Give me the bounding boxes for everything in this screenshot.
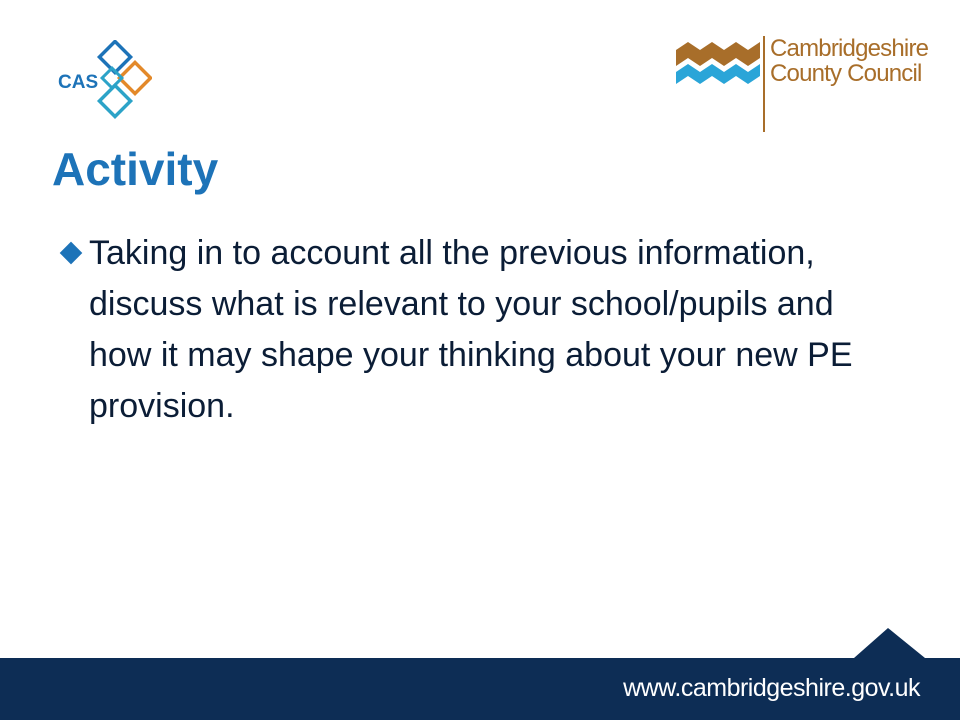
council-name-line1: Cambridgeshire xyxy=(770,35,929,62)
cas-logo xyxy=(52,40,152,130)
council-logo-divider xyxy=(763,36,765,132)
slide-title: Activity xyxy=(52,143,219,195)
cas-logo-text: CAS xyxy=(58,72,99,93)
council-name-line2: County Council xyxy=(770,60,922,87)
council-name xyxy=(770,36,934,86)
footer-url: www.cambridgeshire.gov.uk xyxy=(623,674,920,702)
footer-bar xyxy=(0,628,960,720)
diamond-bullet-icon xyxy=(56,238,86,268)
bullet-text: Taking in to account all the previous information, discuss what is relevant to your school/pupils and how it may shape your thinking about your new PE provision. xyxy=(89,234,853,425)
council-logo xyxy=(674,34,934,134)
cambridgeshire-waves-icon xyxy=(674,36,762,96)
